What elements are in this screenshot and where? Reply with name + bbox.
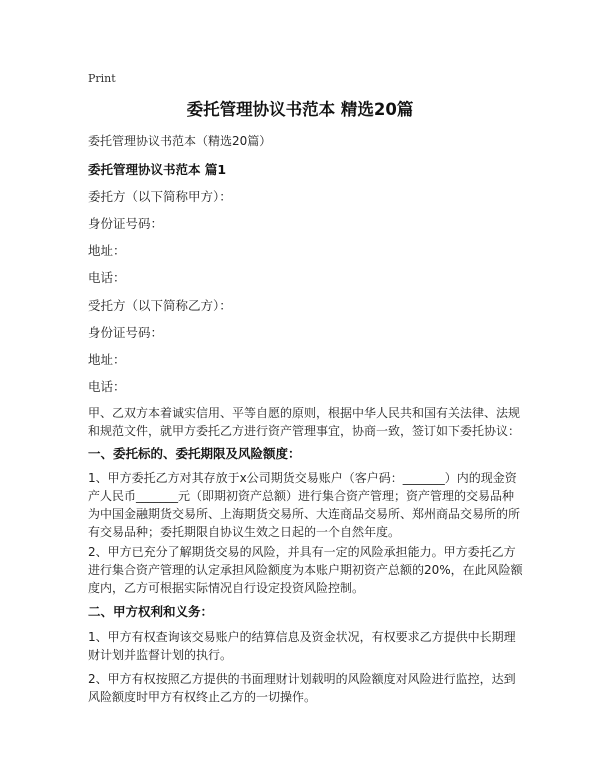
section-1-paragraph-2 — [88, 543, 523, 597]
field-id-a: 身份证号码： — [88, 216, 164, 231]
text-line: 产人民币_______元（即期初资产总额）进行集合资产管理；资产管理的交易品种 — [88, 489, 515, 503]
text-line: 度内，乙方可根据实际情况自行设定投资风险控制。 — [88, 581, 365, 595]
field-phone-a: 电话： — [88, 270, 126, 285]
text-line: 1、甲方有权查询该交易账户的结算信息及资金状况，有权要求乙方提供中长期理 — [88, 630, 516, 644]
document-subtitle: 委托管理协议书范本（精选20篇） — [88, 134, 272, 148]
text-line: 财计划并监督计划的执行。 — [88, 648, 233, 662]
field-address-a: 地址： — [88, 243, 126, 258]
text-line: 甲、乙双方本着诚实信用、平等自愿的原则，根据中华人民共和国有关法律、法规 — [88, 406, 521, 420]
text-line: 2、甲方有权按照乙方提供的书面理财计划载明的风险额度对风险进行监控，达到 — [88, 672, 516, 686]
text-line: 风险额度时甲方有权终止乙方的一切操作。 — [88, 690, 317, 704]
section-heading: 委托管理协议书范本 篇1 — [88, 162, 227, 177]
section-2-paragraph-1 — [88, 628, 516, 664]
section-1-title: 一、委托标的、委托期限及风险额度： — [88, 446, 301, 461]
text-line: 进行集合资产管理的认定承担风险额度为本账户期初资产总额的20%，在此风险额 — [88, 563, 523, 577]
field-phone-b: 电话： — [88, 379, 126, 394]
text-line: 有交易品种；委托期限自协议生效之日起的一个自然年度。 — [88, 525, 401, 539]
field-id-b: 身份证号码： — [88, 325, 164, 340]
text-line: 为中国金融期货交易所、上海期货交易所、大连商品交易所、郑州商品交易所的所 — [88, 507, 521, 521]
field-address-b: 地址： — [88, 352, 126, 367]
section-2-title: 二、甲方权利和义务： — [88, 604, 214, 619]
text-line: 2、甲方已充分了解期货交易的风险，并具有一定的风险承担能力。甲方委托乙方 — [88, 545, 516, 559]
field-party-a: 委托方（以下简称甲方）： — [88, 189, 232, 204]
intro-paragraph — [88, 404, 520, 440]
print-label: Print — [88, 72, 116, 85]
text-line: 1、甲方委托乙方对其存放于x公司期货交易账户（客户码：_______）内的现金资 — [88, 471, 517, 485]
text-line: 和规范文件，就甲方委托乙方进行资产管理事宜，协商一致，签订如下委托协议： — [88, 424, 521, 438]
field-party-b: 受托方（以下简称乙方）： — [88, 298, 232, 313]
document-title: 委托管理协议书范本 精选20篇 — [186, 100, 414, 119]
section-2-paragraph-2 — [88, 670, 516, 706]
section-1-paragraph-1 — [88, 469, 520, 541]
